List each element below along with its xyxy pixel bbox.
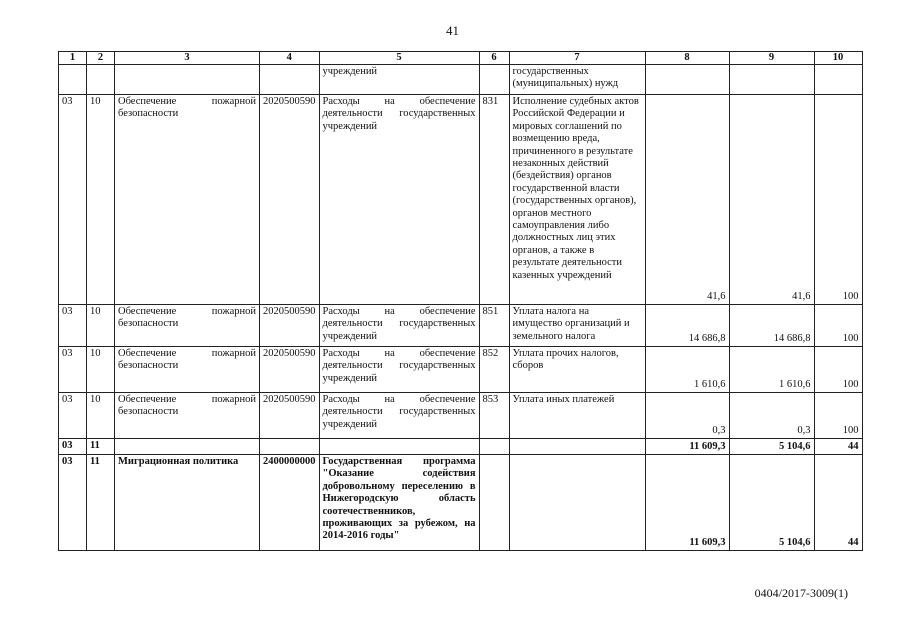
expense-type-name bbox=[509, 439, 645, 455]
header-cell: 2 bbox=[87, 52, 115, 65]
planned-amount bbox=[645, 65, 729, 95]
subsection-code: 11 bbox=[87, 439, 115, 455]
expense-type-code: 831 bbox=[479, 95, 509, 305]
target-name: Расходы на обеспечение деятельности государственных учреждений bbox=[319, 305, 479, 347]
section-name: Обеспечение пожарной безопасности bbox=[115, 347, 260, 393]
header-cell: 4 bbox=[260, 52, 320, 65]
header-cell: 3 bbox=[115, 52, 260, 65]
target-name: Государственная программа "Оказание содействия добровольному переселению в Нижегородскую область соотечественников, проживающих за рубежом, на 2014-2016 годы" bbox=[319, 455, 479, 551]
subsection-code: 10 bbox=[87, 305, 115, 347]
header-cell: 8 bbox=[645, 52, 729, 65]
section-code: 03 bbox=[59, 95, 87, 305]
header-cell: 10 bbox=[814, 52, 862, 65]
subsection-code: 10 bbox=[87, 95, 115, 305]
actual-amount: 14 686,8 bbox=[729, 305, 814, 347]
header-row bbox=[59, 52, 863, 65]
section-code bbox=[59, 65, 87, 95]
target-code: 2020500590 bbox=[260, 95, 320, 305]
actual-amount: 5 104,6 bbox=[729, 455, 814, 551]
planned-amount: 14 686,8 bbox=[645, 305, 729, 347]
section-name: Миграционная политика bbox=[115, 455, 260, 551]
planned-amount: 11 609,3 bbox=[645, 455, 729, 551]
budget-table bbox=[58, 51, 863, 551]
expense-type-name bbox=[509, 455, 645, 551]
expense-type-name: Уплата налога на имущество организаций и земельного налога bbox=[509, 305, 645, 347]
actual-amount: 41,6 bbox=[729, 95, 814, 305]
section-code: 03 bbox=[59, 455, 87, 551]
subsection-code: 11 bbox=[87, 455, 115, 551]
section-code: 03 bbox=[59, 393, 87, 439]
header-cell: 6 bbox=[479, 52, 509, 65]
header-cell: 5 bbox=[319, 52, 479, 65]
percent-executed: 44 bbox=[814, 439, 862, 455]
page-number: 41 bbox=[446, 23, 459, 38]
table-row bbox=[59, 347, 863, 393]
target-code bbox=[260, 439, 320, 455]
actual-amount: 0,3 bbox=[729, 393, 814, 439]
target-name bbox=[319, 439, 479, 455]
header-cell: 1 bbox=[59, 52, 87, 65]
table-row bbox=[59, 95, 863, 305]
percent-executed: 100 bbox=[814, 347, 862, 393]
actual-amount: 5 104,6 bbox=[729, 439, 814, 455]
header-cell: 7 bbox=[509, 52, 645, 65]
subsection-code: 10 bbox=[87, 347, 115, 393]
section-code: 03 bbox=[59, 439, 87, 455]
section-name bbox=[115, 439, 260, 455]
actual-amount: 1 610,6 bbox=[729, 347, 814, 393]
section-code: 03 bbox=[59, 305, 87, 347]
table-row bbox=[59, 305, 863, 347]
percent-executed: 100 bbox=[814, 393, 862, 439]
table-row bbox=[59, 439, 863, 455]
planned-amount: 0,3 bbox=[645, 393, 729, 439]
target-code: 2020500590 bbox=[260, 393, 320, 439]
table-row bbox=[59, 393, 863, 439]
section-code: 03 bbox=[59, 347, 87, 393]
percent-executed: 100 bbox=[814, 305, 862, 347]
expense-type-code bbox=[479, 65, 509, 95]
target-code bbox=[260, 65, 320, 95]
subsection-code: 10 bbox=[87, 393, 115, 439]
expense-type-code: 853 bbox=[479, 393, 509, 439]
section-name: Обеспечение пожарной безопасности bbox=[115, 305, 260, 347]
header-cell: 9 bbox=[729, 52, 814, 65]
subsection-code bbox=[87, 65, 115, 95]
expense-type-code bbox=[479, 439, 509, 455]
planned-amount: 1 610,6 bbox=[645, 347, 729, 393]
target-code: 2020500590 bbox=[260, 305, 320, 347]
actual-amount bbox=[729, 65, 814, 95]
document-code: 0404/2017-3009(1) bbox=[754, 586, 848, 600]
expense-type-name: Уплата иных платежей bbox=[509, 393, 645, 439]
percent-executed: 44 bbox=[814, 455, 862, 551]
target-code: 2020500590 bbox=[260, 347, 320, 393]
expense-type-code: 851 bbox=[479, 305, 509, 347]
target-name: учреждений bbox=[319, 65, 479, 95]
section-name: Обеспечение пожарной безопасности bbox=[115, 95, 260, 305]
target-name: Расходы на обеспечение деятельности государственных учреждений bbox=[319, 95, 479, 305]
expense-type-name: государственных (муниципальных) нужд bbox=[509, 65, 645, 95]
table-row bbox=[59, 455, 863, 551]
planned-amount: 11 609,3 bbox=[645, 439, 729, 455]
table-row bbox=[59, 65, 863, 95]
percent-executed bbox=[814, 65, 862, 95]
section-name: Обеспечение пожарной безопасности bbox=[115, 393, 260, 439]
expense-type-code: 852 bbox=[479, 347, 509, 393]
section-name bbox=[115, 65, 260, 95]
planned-amount: 41,6 bbox=[645, 95, 729, 305]
expense-type-name: Уплата прочих налогов, сборов bbox=[509, 347, 645, 393]
percent-executed: 100 bbox=[814, 95, 862, 305]
expense-type-name: Исполнение судебных актов Российской Федерации и мировых соглашений по возмещению вреда, причиненного в результате незаконных действий (бездействия) органов государственной власти (государственных органов), органов местного самоуправления либо должностных лиц этих органов, а также в результате деятельности казенных учреждений bbox=[509, 95, 645, 305]
target-name: Расходы на обеспечение деятельности государственных учреждений bbox=[319, 393, 479, 439]
target-name: Расходы на обеспечение деятельности государственных учреждений bbox=[319, 347, 479, 393]
expense-type-code bbox=[479, 455, 509, 551]
target-code: 2400000000 bbox=[260, 455, 320, 551]
